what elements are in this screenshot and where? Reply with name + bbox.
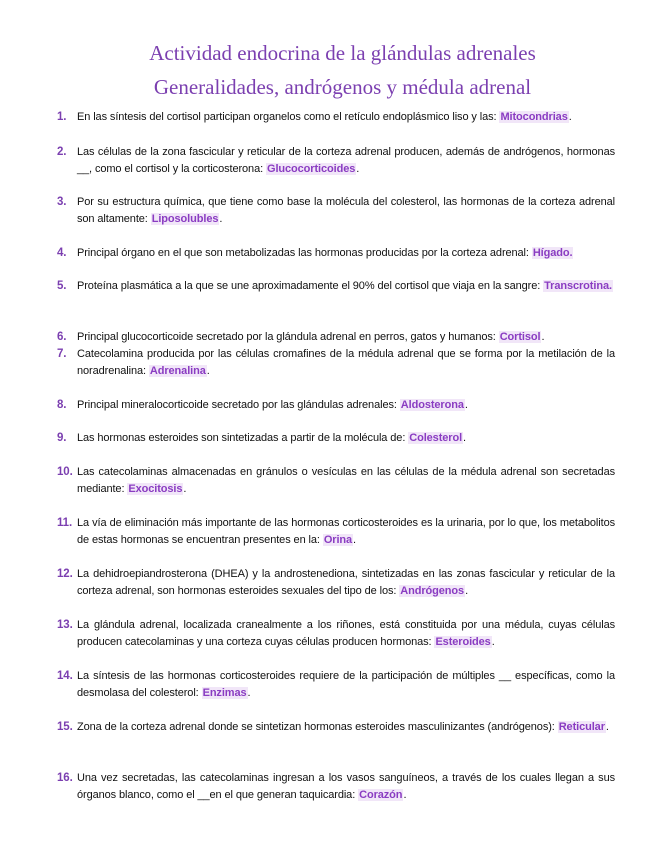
answer: Reticular [558, 721, 605, 733]
question-number: 1. [57, 111, 67, 123]
answer: Liposolubles [151, 213, 219, 225]
answer-end: . [356, 163, 360, 175]
question-text-block [77, 194, 615, 228]
question-item [57, 346, 615, 380]
answer: Mitocondrias [500, 111, 568, 123]
answer: Aldosterona [400, 399, 464, 411]
answer: Cortisol [499, 331, 541, 343]
question-number: 15. [57, 721, 73, 733]
question-number: 8. [57, 399, 67, 411]
question-text: Principal mineralocorticoide secretado por las glándulas adrenales: [77, 399, 400, 411]
title-line-2: Generalidades, andrógenos y médula adrenal [153, 75, 532, 99]
answer: Transcrotina. [544, 280, 612, 292]
question-item [57, 719, 615, 736]
question-number: 9. [57, 432, 67, 444]
question-text: Una vez secretadas, las catecolaminas ingresan a los vasos sanguíneos, a través de los cuales llegan a sus órganos blanco, como el __en el que generan taquicardia: [77, 772, 615, 801]
question-item [57, 144, 615, 178]
question-text-block [77, 245, 615, 262]
question-text: Las catecolaminas almacenadas en gránulos o vesículas en las células de la médula adrenal son secretadas mediante: [77, 466, 615, 495]
question-item [57, 566, 615, 600]
question-text: La vía de eliminación más importante de las hormonas corticosteroides es la urinaria, por lo que, los metabolitos de estas hormonas se encuentran presentes en la: [77, 517, 615, 546]
question-text: Principal órgano en el que son metabolizadas las hormonas producidas por la corteza adrenal: [77, 247, 532, 259]
question-text-block [77, 464, 615, 498]
answer: Exocitosis [128, 483, 183, 495]
answer: Glucocorticoides [267, 163, 356, 175]
question-text-block [77, 430, 615, 447]
question-number: 11. [57, 517, 73, 529]
answer-end: . [568, 111, 572, 123]
answer-end: . [463, 432, 466, 444]
question-text-block [77, 617, 615, 651]
answer: Andrógenos [400, 585, 465, 597]
question-number: 16. [57, 772, 73, 784]
question-text: Las hormonas esteroides son sintetizadas a partir de la molécula de: [77, 432, 409, 444]
question-text-block [77, 719, 615, 736]
question-text: Principal glucocorticoide secretado por la glándula adrenal en perros, gatos y humanos: [77, 331, 499, 343]
answer: Hígado. [532, 247, 573, 259]
answer-end: . [491, 636, 495, 648]
answer-end: . [183, 483, 187, 495]
question-text-block [77, 397, 615, 414]
question-item [57, 770, 615, 804]
question-text-block [77, 566, 615, 600]
question-text: En las síntesis del cortisol participan organelos como el retículo endoplásmico liso y las: [77, 111, 500, 123]
question-item [57, 617, 615, 651]
question-number: 12. [57, 568, 73, 580]
question-number: 14. [57, 670, 73, 682]
question-item [57, 464, 615, 498]
answer-end: . [206, 365, 210, 377]
question-item [57, 194, 615, 228]
answer-end: . [605, 721, 609, 733]
answer-end: . [353, 534, 357, 546]
question-text: La dehidroepiandrosterona (DHEA) y la androstenediona, sintetizadas en las zonas fascicular y reticular de la corteza adrenal, son hormonas esteroides sexuales del tipo de los: [77, 568, 615, 597]
question-number: 7. [57, 348, 67, 360]
answer-end: . [247, 687, 251, 699]
question-text-block [77, 278, 615, 295]
question-text-block [77, 329, 615, 346]
question-item [57, 515, 615, 549]
question-text-block [77, 668, 615, 702]
question-text-block [77, 515, 615, 549]
question-number: 10. [57, 466, 73, 478]
answer: Adrenalina [149, 365, 206, 377]
answer: Corazón [359, 789, 403, 801]
question-text-block [77, 109, 615, 126]
question-text-block [77, 770, 615, 804]
question-text-block [77, 346, 615, 380]
answer: Orina [323, 534, 353, 546]
answer-end: . [541, 331, 545, 343]
question-text: Por su estructura química, que tiene como base la molécula del colesterol, las hormonas de la corteza adrenal son altamente: [77, 196, 615, 225]
question-text: Catecolamina producida por las células cromafines de la médula adrenal que se forma por la metilación de la noradrenalina: [77, 348, 615, 377]
question-item [57, 397, 615, 414]
question-item [57, 278, 615, 295]
question-number: 6. [57, 331, 67, 343]
question-item [57, 109, 615, 126]
answer-end: . [465, 585, 469, 597]
answer-end: . [464, 399, 468, 411]
question-item [57, 668, 615, 702]
question-item [57, 430, 615, 447]
question-text: La glándula adrenal, localizada cranealmente a los riñones, está constituida por una médula, cuyas células producen catecolaminas y una corteza cuyas células producen hormonas: [77, 619, 615, 648]
answer-end: . [219, 213, 223, 225]
question-number: 3. [57, 196, 67, 208]
question-text: Proteína plasmática a la que se une aproximadamente el 90% del cortisol que viaja en la sangre: [77, 280, 544, 292]
question-text: La síntesis de las hormonas corticosteroides requiere de la participación de múltiples __ específicas, como la desmolasa del colesterol: [77, 670, 615, 699]
question-number: 4. [57, 247, 67, 259]
page-title [0, 36, 655, 104]
question-text: Las células de la zona fascicular y reticular de la corteza adrenal producen, además de andrógenos, hormonas __, como el cortisol y la corticosterona: [77, 146, 615, 175]
title-line-1: Actividad endocrina de la glándulas adrenales [149, 41, 536, 65]
question-item [57, 329, 615, 346]
question-number: 13. [57, 619, 73, 631]
question-item [57, 245, 615, 262]
question-number: 5. [57, 280, 67, 292]
question-text: Zona de la corteza adrenal donde se sintetizan hormonas esteroides masculinizantes (andrógenos): [77, 721, 558, 733]
question-number: 2. [57, 146, 67, 158]
answer: Enzimas [202, 687, 247, 699]
question-text-block [77, 144, 615, 178]
answer: Colesterol [409, 432, 463, 444]
answer: Esteroides [435, 636, 491, 648]
answer-end: . [403, 789, 407, 801]
